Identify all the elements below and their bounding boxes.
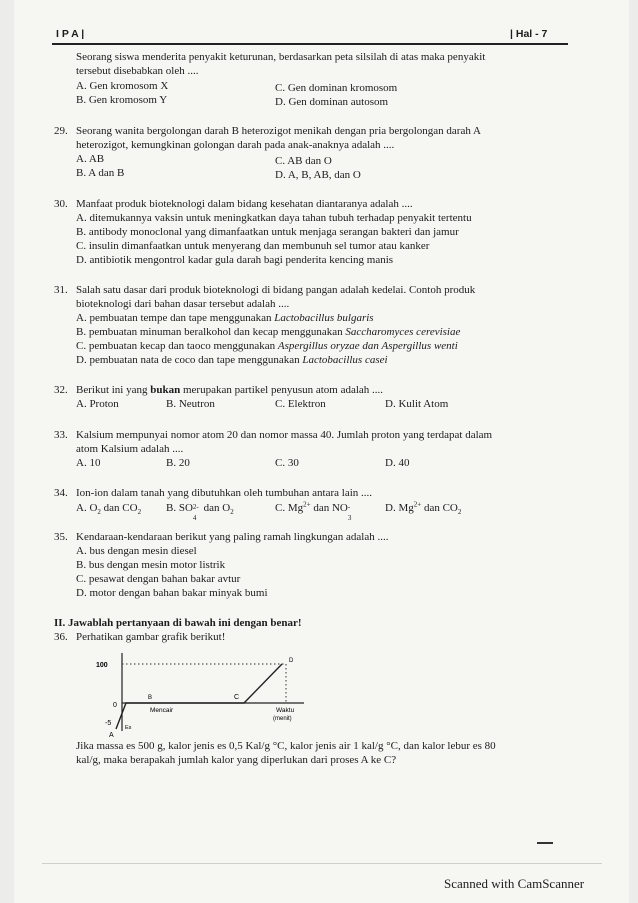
q34-option-c: C. $Mg^{2+}$ dan NO - xyxy=(275,500,351,514)
q29-option-b: B. A dan B xyxy=(76,167,125,179)
q35-option-d: D. motor dengan bahan bakar minyak bumi xyxy=(76,587,268,599)
q35-option-c: C. pesawat dengan bahan bakar avtur xyxy=(76,573,241,585)
q29-stem-line1: Seorang wanita bergolongan darah B heterozigot menikah dengan pria bergolongan darah A xyxy=(76,125,481,137)
page-number: | Hal - 7 xyxy=(510,28,548,40)
q31-option-b: B. pembuatan minuman beralkohol dan kecap menggunakan Saccharomyces cerevisiae xyxy=(76,326,461,338)
q33-stem-line2: atom Kalsium adalah .... xyxy=(76,443,184,455)
point-b-label: B xyxy=(148,695,153,701)
q31-number: 31. xyxy=(54,284,68,296)
stray-pen-mark xyxy=(537,842,553,844)
q35-number: 35. xyxy=(54,531,68,543)
q34-option-d: D. $Mg^{2+}$ dan $CO_2$ xyxy=(385,500,462,517)
q30-number: 30. xyxy=(54,198,68,210)
q35-stem: Kendaraan-kendaraan berikut yang paling ramah lingkungan adalah .... xyxy=(76,531,389,543)
q29-number: 29. xyxy=(54,125,68,137)
q28-option-a: A. Gen kromosom X xyxy=(76,80,169,92)
q35-option-a: A. bus dengan mesin diesel xyxy=(76,545,197,557)
q31-option-a: A. pembuatan tempe dan tape menggunakan Lactobacillus bulgaris xyxy=(76,312,374,324)
q29-stem-line2: heterozigot, kemungkinan golongan darah pada anak-anaknya adalah .... xyxy=(76,139,395,151)
q31-option-c: C. pembuatan kecap dan taoco menggunakan Aspergillus oryzae dan Aspergillus wenti xyxy=(76,340,458,352)
q32-number: 32. xyxy=(54,384,68,396)
q35-option-b: B. bus dengan mesin motor listrik xyxy=(76,559,226,571)
q34-stem: Ion-ion dalam tanah yang dibutuhkan oleh tumbuhan antara lain .... xyxy=(76,487,373,499)
page-bottom-edge xyxy=(42,863,602,864)
q28-stem-line2: tersebut disebabkan oleh .... xyxy=(76,65,199,77)
subject-label: I P A | xyxy=(56,28,85,40)
point-d-label: D xyxy=(289,658,294,664)
q33-option-d: D. 40 xyxy=(385,457,410,469)
header-rule xyxy=(52,43,568,45)
heating-curve-line xyxy=(116,664,282,729)
q31-option-d: D. pembuatan nata de coco dan tape menggunakan Lactobacillus casei xyxy=(76,354,388,366)
q32-option-c: C. Elektron xyxy=(275,398,326,410)
q30-option-d: D. antibiotik mengontrol kadar gula darah bagi penderita kencing manis xyxy=(76,254,394,266)
q33-option-a: A. 10 xyxy=(76,457,101,469)
q34-option-a: A. $O_2$ dan $CO_2$ xyxy=(76,502,142,517)
x-axis-label-1: Waktu xyxy=(276,707,295,714)
q28-option-c: C. Gen dominan kromosom xyxy=(275,82,398,94)
q30-stem: Manfaat produk bioteknologi dalam bidang kesehatan diantaranya adalah .... xyxy=(76,198,413,210)
q32-option-b: B. Neutron xyxy=(166,398,215,410)
q30-option-c: C. insulin dimanfaatkan untuk menyerang dan membunuh sel tumor atau kanker xyxy=(76,240,430,252)
section-2-title: II. Jawablah pertanyaan di bawah ini dengan benar! xyxy=(54,617,302,629)
point-c-label: C xyxy=(234,694,240,701)
q33-number: 33. xyxy=(54,429,68,441)
y-label-100: 100 xyxy=(96,662,108,669)
q32-option-d: D. Kulit Atom xyxy=(385,398,449,410)
q28-option-b: B. Gen kromosom Y xyxy=(76,94,168,106)
q30-option-b: B. antibody monoclonal yang dimanfaatkan untuk menjaga serangan bakteri dan jamur xyxy=(76,226,459,238)
phase-ice-label: Es xyxy=(125,725,132,731)
q28-stem-line1: Seorang siswa menderita penyakit keturunan, berdasarkan peta silsilah di atas maka penyakit xyxy=(76,51,486,63)
q33-stem-line1: Kalsium mempunyai nomor atom 20 dan nomor massa 40. Jumlah proton yang terdapat dalam xyxy=(76,429,493,441)
q36-question-line1: Jika massa es 500 g, kalor jenis es 0,5 Kal/g °C, kalor jenis air 1 kal/g °C, dan kalor lebur es 80 xyxy=(76,740,496,752)
q29-option-d: D. A, B, AB, dan O xyxy=(275,169,361,181)
q29-option-a: A. AB xyxy=(76,153,105,165)
phase-melting-label: Mencair xyxy=(150,707,174,714)
q30-option-a: A. ditemukannya vaksin untuk meningkatkan daya tahan tubuh terhadap penyakit tertentu xyxy=(76,212,472,224)
y-label-0: 0 xyxy=(113,702,117,709)
q33-option-c: C. 30 xyxy=(275,457,299,469)
q31-stem-line2: bioteknologi dari bahan dasar tersebut adalah .... xyxy=(76,298,290,310)
q29-option-c: C. AB dan O xyxy=(275,155,332,167)
camscanner-watermark: Scanned with CamScanner xyxy=(444,876,585,891)
q36-number: 36. xyxy=(54,631,68,643)
q33-option-b: B. 20 xyxy=(166,457,190,469)
q32-stem: Berikut ini yang bukan merupakan partikel penyusun atom adalah .... xyxy=(76,384,384,396)
point-a-label: A xyxy=(109,732,114,737)
q32-option-a: A. Proton xyxy=(76,398,119,410)
q36-question-line2: kal/g, maka berapakah jumlah kalor yang diperlukan dari proses A ke C? xyxy=(76,754,397,766)
q34-option-b: B. SO 2- dan $O_2$ xyxy=(166,502,234,517)
x-axis-label-2: (menit) xyxy=(273,716,292,722)
y-label-minus5: -5 xyxy=(105,720,112,727)
heating-curve-graph xyxy=(86,645,326,737)
q36-stem: Perhatikan gambar grafik berikut! xyxy=(76,631,226,643)
q34-number: 34. xyxy=(54,487,68,499)
q31-stem-line1: Salah satu dasar dari produk bioteknologi di bidang pangan adalah kedelai. Contoh produk xyxy=(76,284,476,296)
q28-option-d: D. Gen dominan autosom xyxy=(275,96,389,108)
